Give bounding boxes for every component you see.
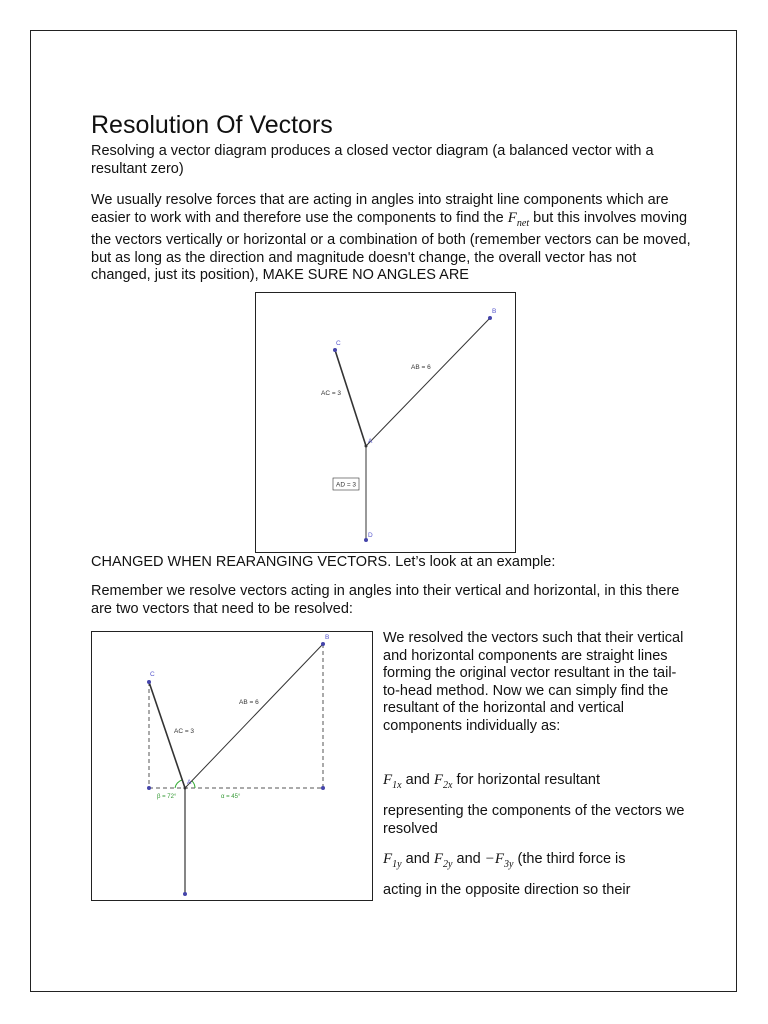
point-c-projection <box>147 786 151 790</box>
paragraph-resolve-forces <box>91 192 691 285</box>
paragraph-text-after: but this involves moving the vectors vertically or horizontal or a combination of both (remember vectors can be moved, but as long as the direction and magnitude doesn't change, the overall vector has not changed, just its position), MAKE SURE NO ANGLES ARE <box>91 209 691 283</box>
paragraph-text-before: We usually resolve forces that are acting in angles into straight line components which are easier to work with and therefore use the components to find the <box>91 192 669 226</box>
vector-ac <box>149 682 185 788</box>
point-d <box>183 892 187 896</box>
point-c-label: C <box>150 671 155 678</box>
angle-arc-alpha <box>192 781 195 788</box>
vector-ab <box>366 318 490 446</box>
f3y-symbol: $-F_{3y}$ <box>484 851 514 870</box>
point-b <box>321 642 325 646</box>
vector-figure-1 <box>255 292 516 553</box>
paragraph-changed: CHANGED WHEN REARANGING VECTORS. Let’s look at an example: <box>91 554 556 570</box>
paragraph-remember: Remember we resolve vectors acting in angles into their vertical and horizontal, in this there are two vectors that need to be resolved: <box>91 583 680 617</box>
label-ab: AB = 6 <box>239 699 259 706</box>
label-ac: AC = 3 <box>174 728 195 735</box>
point-a-label: A <box>187 779 192 786</box>
f2x-symbol: $F_{2x}$ <box>433 772 453 791</box>
point-a-label: A <box>368 438 373 445</box>
point-b-label: B <box>492 308 497 315</box>
point-b-label: B <box>325 634 330 641</box>
f-net-symbol: $F_{net}$ <box>507 209 530 229</box>
side-horizontal-resultant: $F_{1x}$ and $F_{2x}$ for horizontal resultant <box>383 772 600 791</box>
f1x-symbol: $F_{1x}$ <box>383 772 402 791</box>
label-ab: AB = 6 <box>411 364 431 371</box>
label-ad: AD = 3 <box>336 481 357 489</box>
f2y-symbol: $F_{2y}$ <box>433 851 453 870</box>
point-a <box>184 787 187 790</box>
document-page <box>30 30 737 992</box>
point-c <box>333 348 337 352</box>
side-paragraph-opposite: acting in the opposite direction so their <box>383 882 631 898</box>
paragraph-intro: Resolving a vector diagram produces a closed vector diagram (a balanced vector with a resultant zero) <box>91 143 654 177</box>
point-c <box>147 680 151 684</box>
f1y-symbol: $F_{1y}$ <box>383 851 402 870</box>
vector-diagram-1 <box>256 293 515 552</box>
side-paragraph-components: representing the components of the vectors we resolved <box>383 803 685 837</box>
angle-arc-beta <box>175 780 182 788</box>
angle-beta-label: β = 72° <box>157 794 177 800</box>
vector-ab <box>185 644 323 788</box>
point-b <box>488 316 492 320</box>
vector-ac <box>335 350 366 446</box>
angle-alpha-label: α = 45° <box>221 794 241 800</box>
label-ac: AC = 3 <box>321 390 342 397</box>
vector-diagram-2 <box>92 632 372 900</box>
point-c-label: C <box>336 340 341 347</box>
point-d-label: D <box>368 532 373 539</box>
side-vertical-resultant: $F_{1y}$ and $F_{2y}$ and $-F_{3y}$ (the third force is <box>383 851 626 870</box>
vector-figure-2 <box>91 631 373 901</box>
side-paragraph-resolved: We resolved the vectors such that their vertical and horizontal components are straight lines forming the original vector resultant in the tail-to-head method. Now we can simply find the resultant of the horizontal and vertical components individually as: <box>383 630 684 734</box>
page-title: Resolution Of Vectors <box>91 111 333 139</box>
point-b-projection <box>321 786 325 790</box>
